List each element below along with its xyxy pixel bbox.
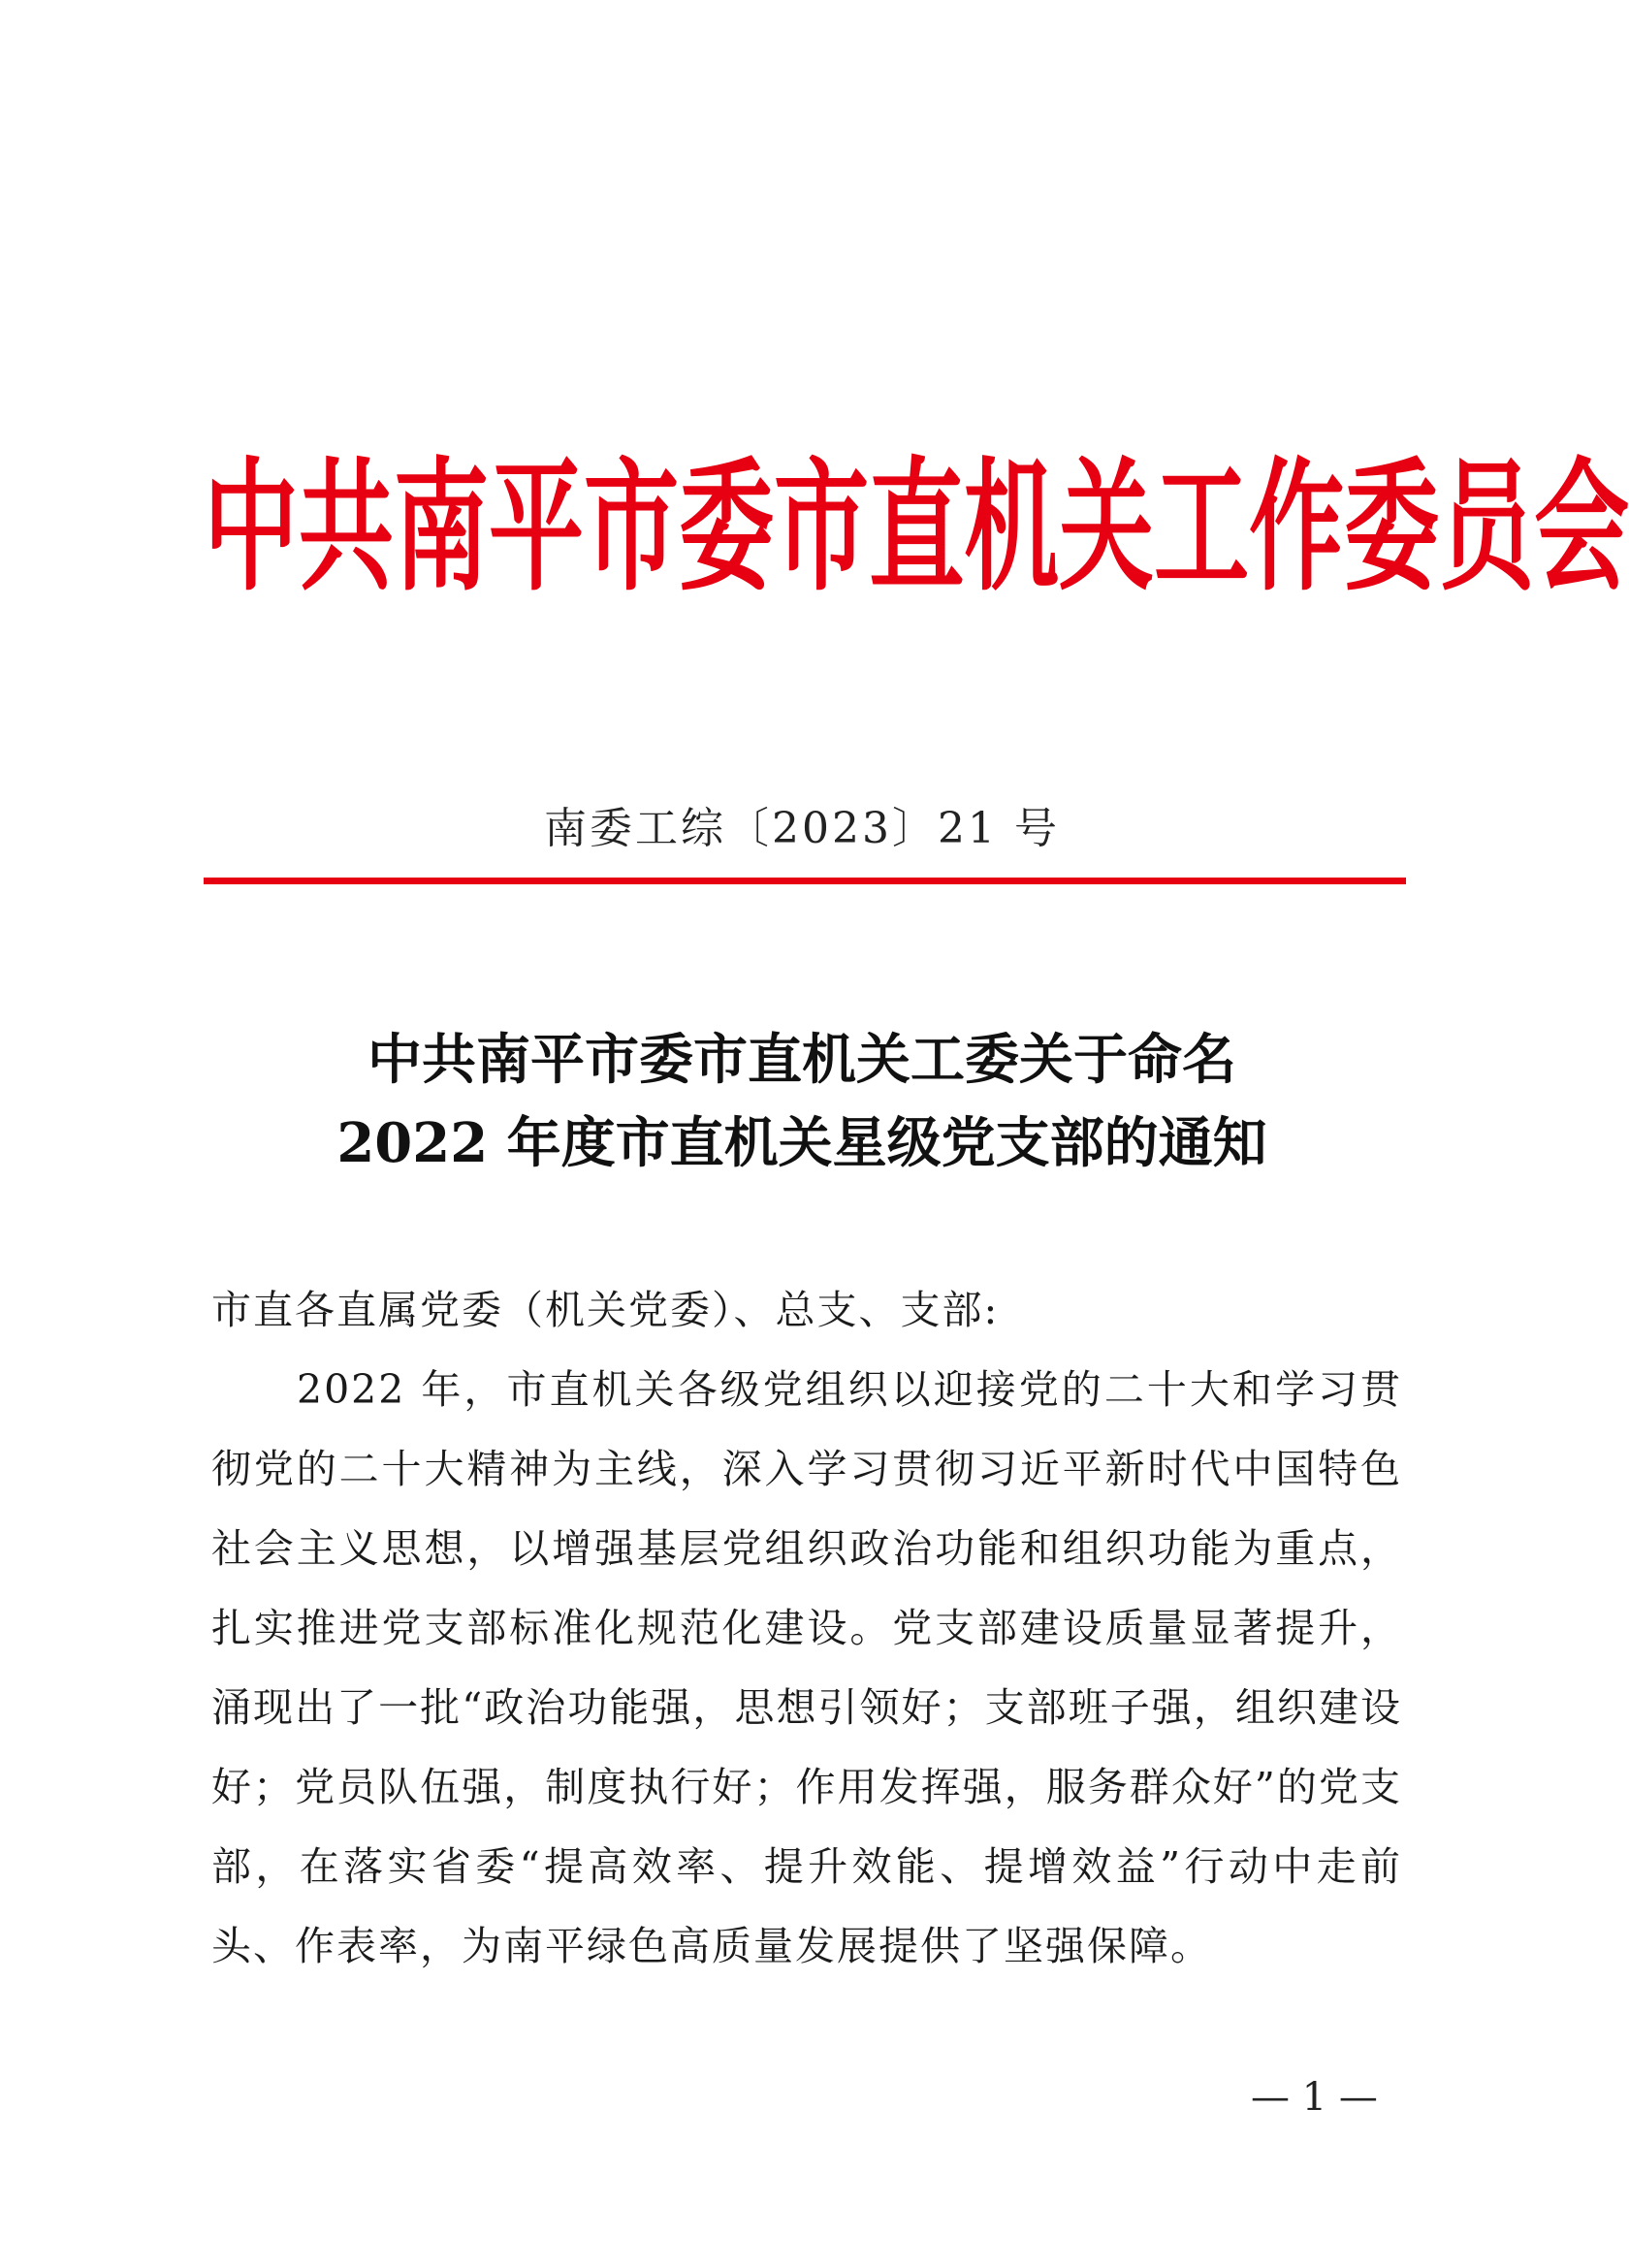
document-title-line-2: 2022 年度市直机关星级党支部的通知 [336, 1111, 1267, 1175]
masthead-char: 机 [964, 444, 1060, 612]
document-number: 南委工综〔2023〕21 号 [544, 804, 1060, 853]
salutation: 市直各直属党委（机关党委）、总支、支部: [211, 1287, 1000, 1333]
masthead-char: 中 [204, 444, 300, 612]
masthead-char: 工 [1154, 444, 1250, 612]
masthead-char: 关 [1059, 444, 1155, 612]
masthead-char: 直 [869, 444, 965, 612]
masthead-char: 委 [1344, 444, 1440, 612]
masthead-char: 委 [679, 444, 775, 612]
masthead-char: 会 [1534, 444, 1629, 612]
document-title-line-1: 中共南平市委市直机关工委关于命名 [367, 1028, 1236, 1092]
masthead-char: 员 [1439, 444, 1535, 612]
body-paragraph-1: 2022 年，市直机关各级党组织以迎接党的二十大和学习贯彻党的二十大精神为主线，深入学习贯彻习近平新时代中国特色社会主义思想，以增强基层党组织政治功能和组织功能为重点，扎实推进党支部标准化规范化建设。党支部建设质量显著提升，涌现出了一批“政治功能强，思想引领好；支部班子强，组织建设好；党员队伍强，制度执行好；作用发挥强，服务群众好”的党支部，在落实省委“提高效率、提升效能、提增效益”行动中走前头、作表率，为南平绿色高质量发展提供了坚强保障。 [211, 1366, 1402, 1969]
masthead-char: 南 [394, 444, 490, 612]
document-body [211, 1270, 1402, 1986]
masthead-char: 共 [299, 444, 395, 612]
masthead-char: 平 [489, 444, 585, 612]
masthead-char: 市 [584, 444, 680, 612]
document-title [0, 1018, 1604, 1185]
masthead-char: 作 [1249, 444, 1345, 612]
masthead-char: 市 [774, 444, 870, 612]
red-separator-line [204, 878, 1406, 884]
page-number: — 1 — [1251, 2075, 1378, 2120]
masthead-issuer [204, 383, 1629, 674]
